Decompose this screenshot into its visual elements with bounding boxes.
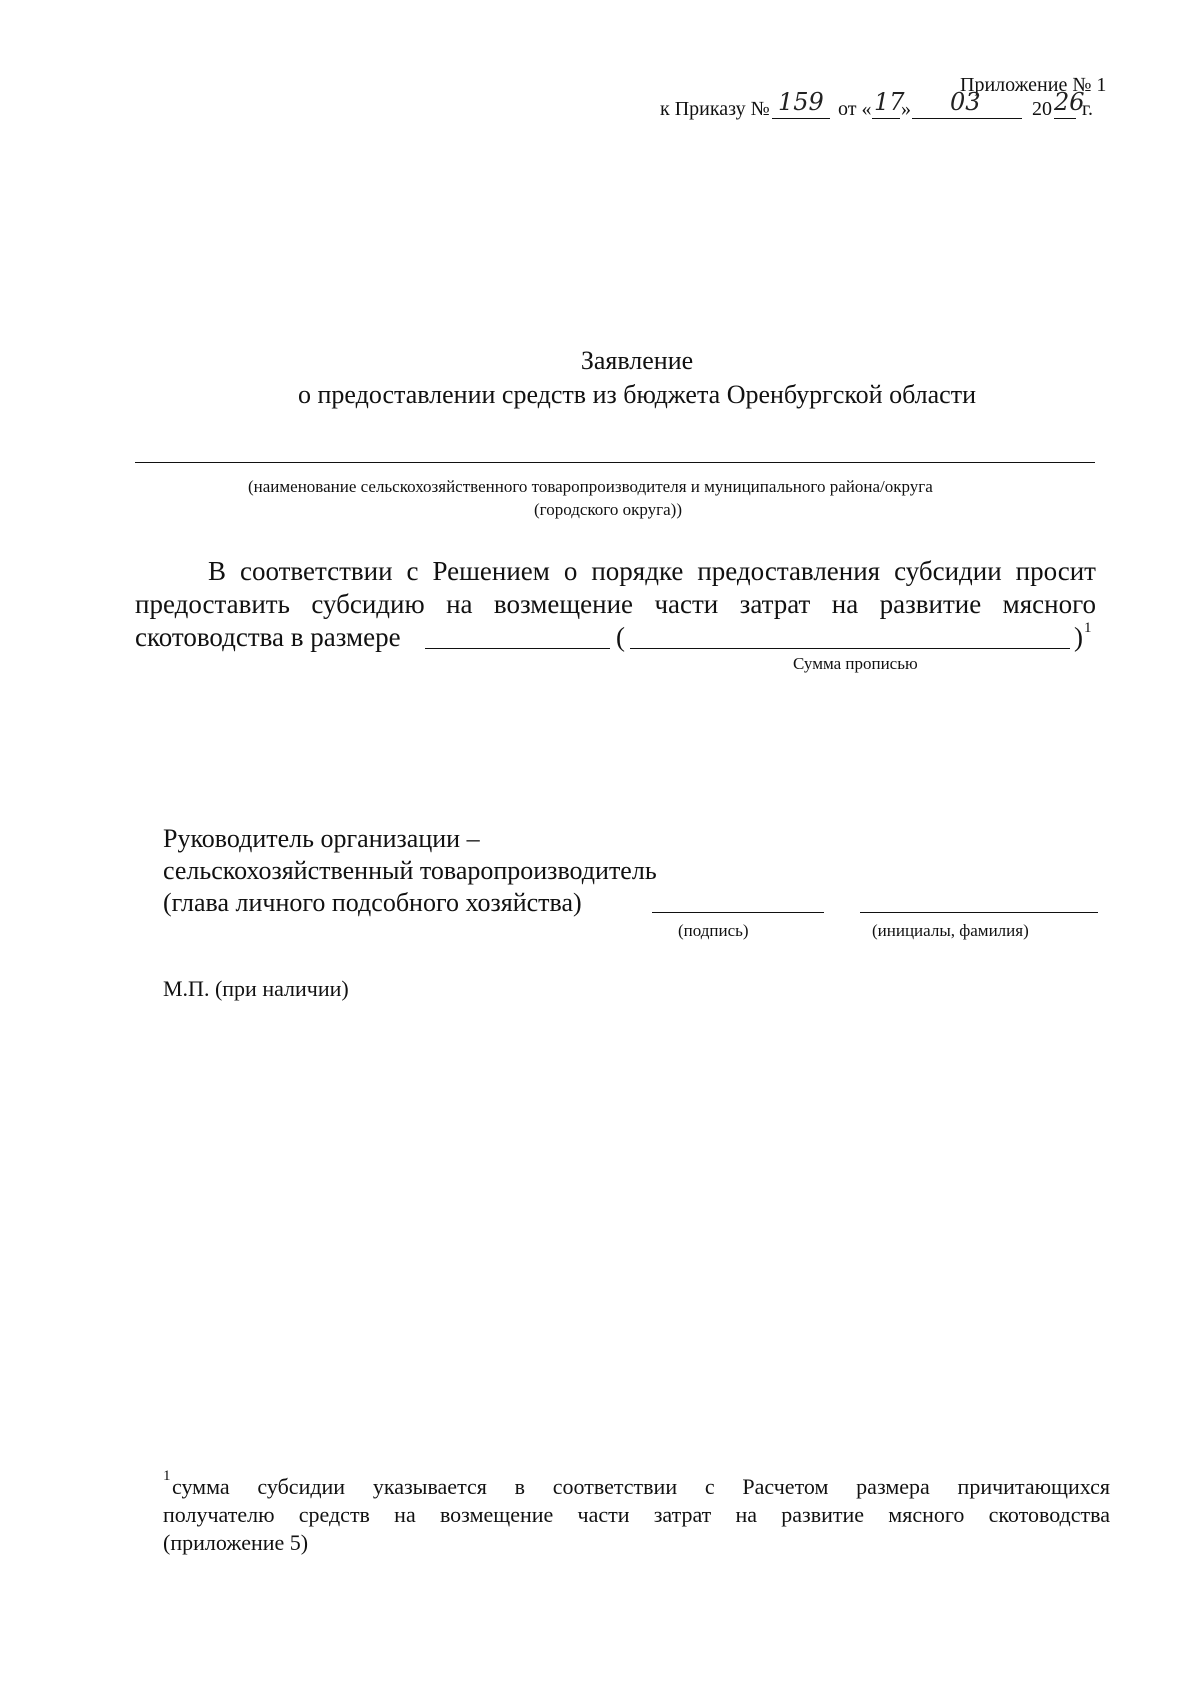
applicant-name-field[interactable] — [135, 462, 1095, 463]
amount-close-paren: ) — [1074, 622, 1083, 652]
footnote-line2: получателю средств на возмещение части затрат на развитие мясного скотоводства — [163, 1502, 1110, 1527]
document-subtitle: о предоставлении средств из бюджета Оренбургской области — [297, 380, 977, 409]
request-line3-prefix: скотоводства в размере — [135, 622, 401, 652]
name-caption: (инициалы, фамилия) — [872, 921, 1029, 940]
order-number-handwritten: 159 — [778, 88, 824, 116]
name-field[interactable] — [860, 912, 1098, 913]
amount-digits-field[interactable] — [425, 648, 610, 649]
signatory-line1: Руководитель организации – — [163, 824, 480, 853]
from-label: от « — [838, 98, 872, 120]
year-unit: г. — [1082, 98, 1093, 120]
day-handwritten: 17 — [874, 88, 905, 116]
amount-words-caption: Сумма прописью — [793, 654, 918, 673]
footnote-line1: сумма субсидии указывается в соответствии с Расчетом размера причитающихся — [172, 1474, 1110, 1499]
signature-caption: (подпись) — [678, 921, 749, 940]
year-line — [1054, 118, 1076, 119]
document-title: Заявление — [580, 346, 694, 375]
applicant-caption-line2: (городского округа)) — [534, 500, 682, 519]
request-line2: предоставить субсидию на возмещение части затрат на развитие мясного — [135, 589, 1096, 619]
applicant-caption-line1: (наименование сельскохозяйственного товаропроизводителя и муниципального района/округа — [248, 477, 933, 496]
year-handwritten: 26 — [1054, 88, 1085, 116]
amount-open-paren: ( — [616, 622, 625, 652]
footnote-ref-mark: 1 — [1084, 620, 1092, 636]
year-prefix: 20 — [1032, 98, 1052, 120]
order-prefix: к Приказу № — [660, 98, 770, 120]
order-reference — [660, 88, 1120, 128]
month-handwritten: 03 — [950, 88, 981, 116]
signatory-line2: сельскохозяйственный товаропроизводитель — [163, 856, 657, 885]
month-line — [912, 118, 1022, 119]
amount-words-field[interactable] — [630, 648, 1070, 649]
signatory-line3: (глава личного подсобного хозяйства) — [163, 888, 582, 917]
day-line — [872, 118, 900, 119]
appendix-label: Приложение № 1 — [960, 74, 1107, 96]
footnote-line3: (приложение 5) — [163, 1530, 309, 1555]
request-line1: В соответствии с Решением о порядке предоставления субсидии просит — [208, 556, 1096, 586]
footnote-mark: 1 — [163, 1468, 171, 1484]
stamp-placeholder: М.П. (при наличии) — [163, 976, 349, 1001]
day-close: » — [901, 98, 911, 120]
order-number-line — [772, 118, 830, 119]
signature-field[interactable] — [652, 912, 824, 913]
